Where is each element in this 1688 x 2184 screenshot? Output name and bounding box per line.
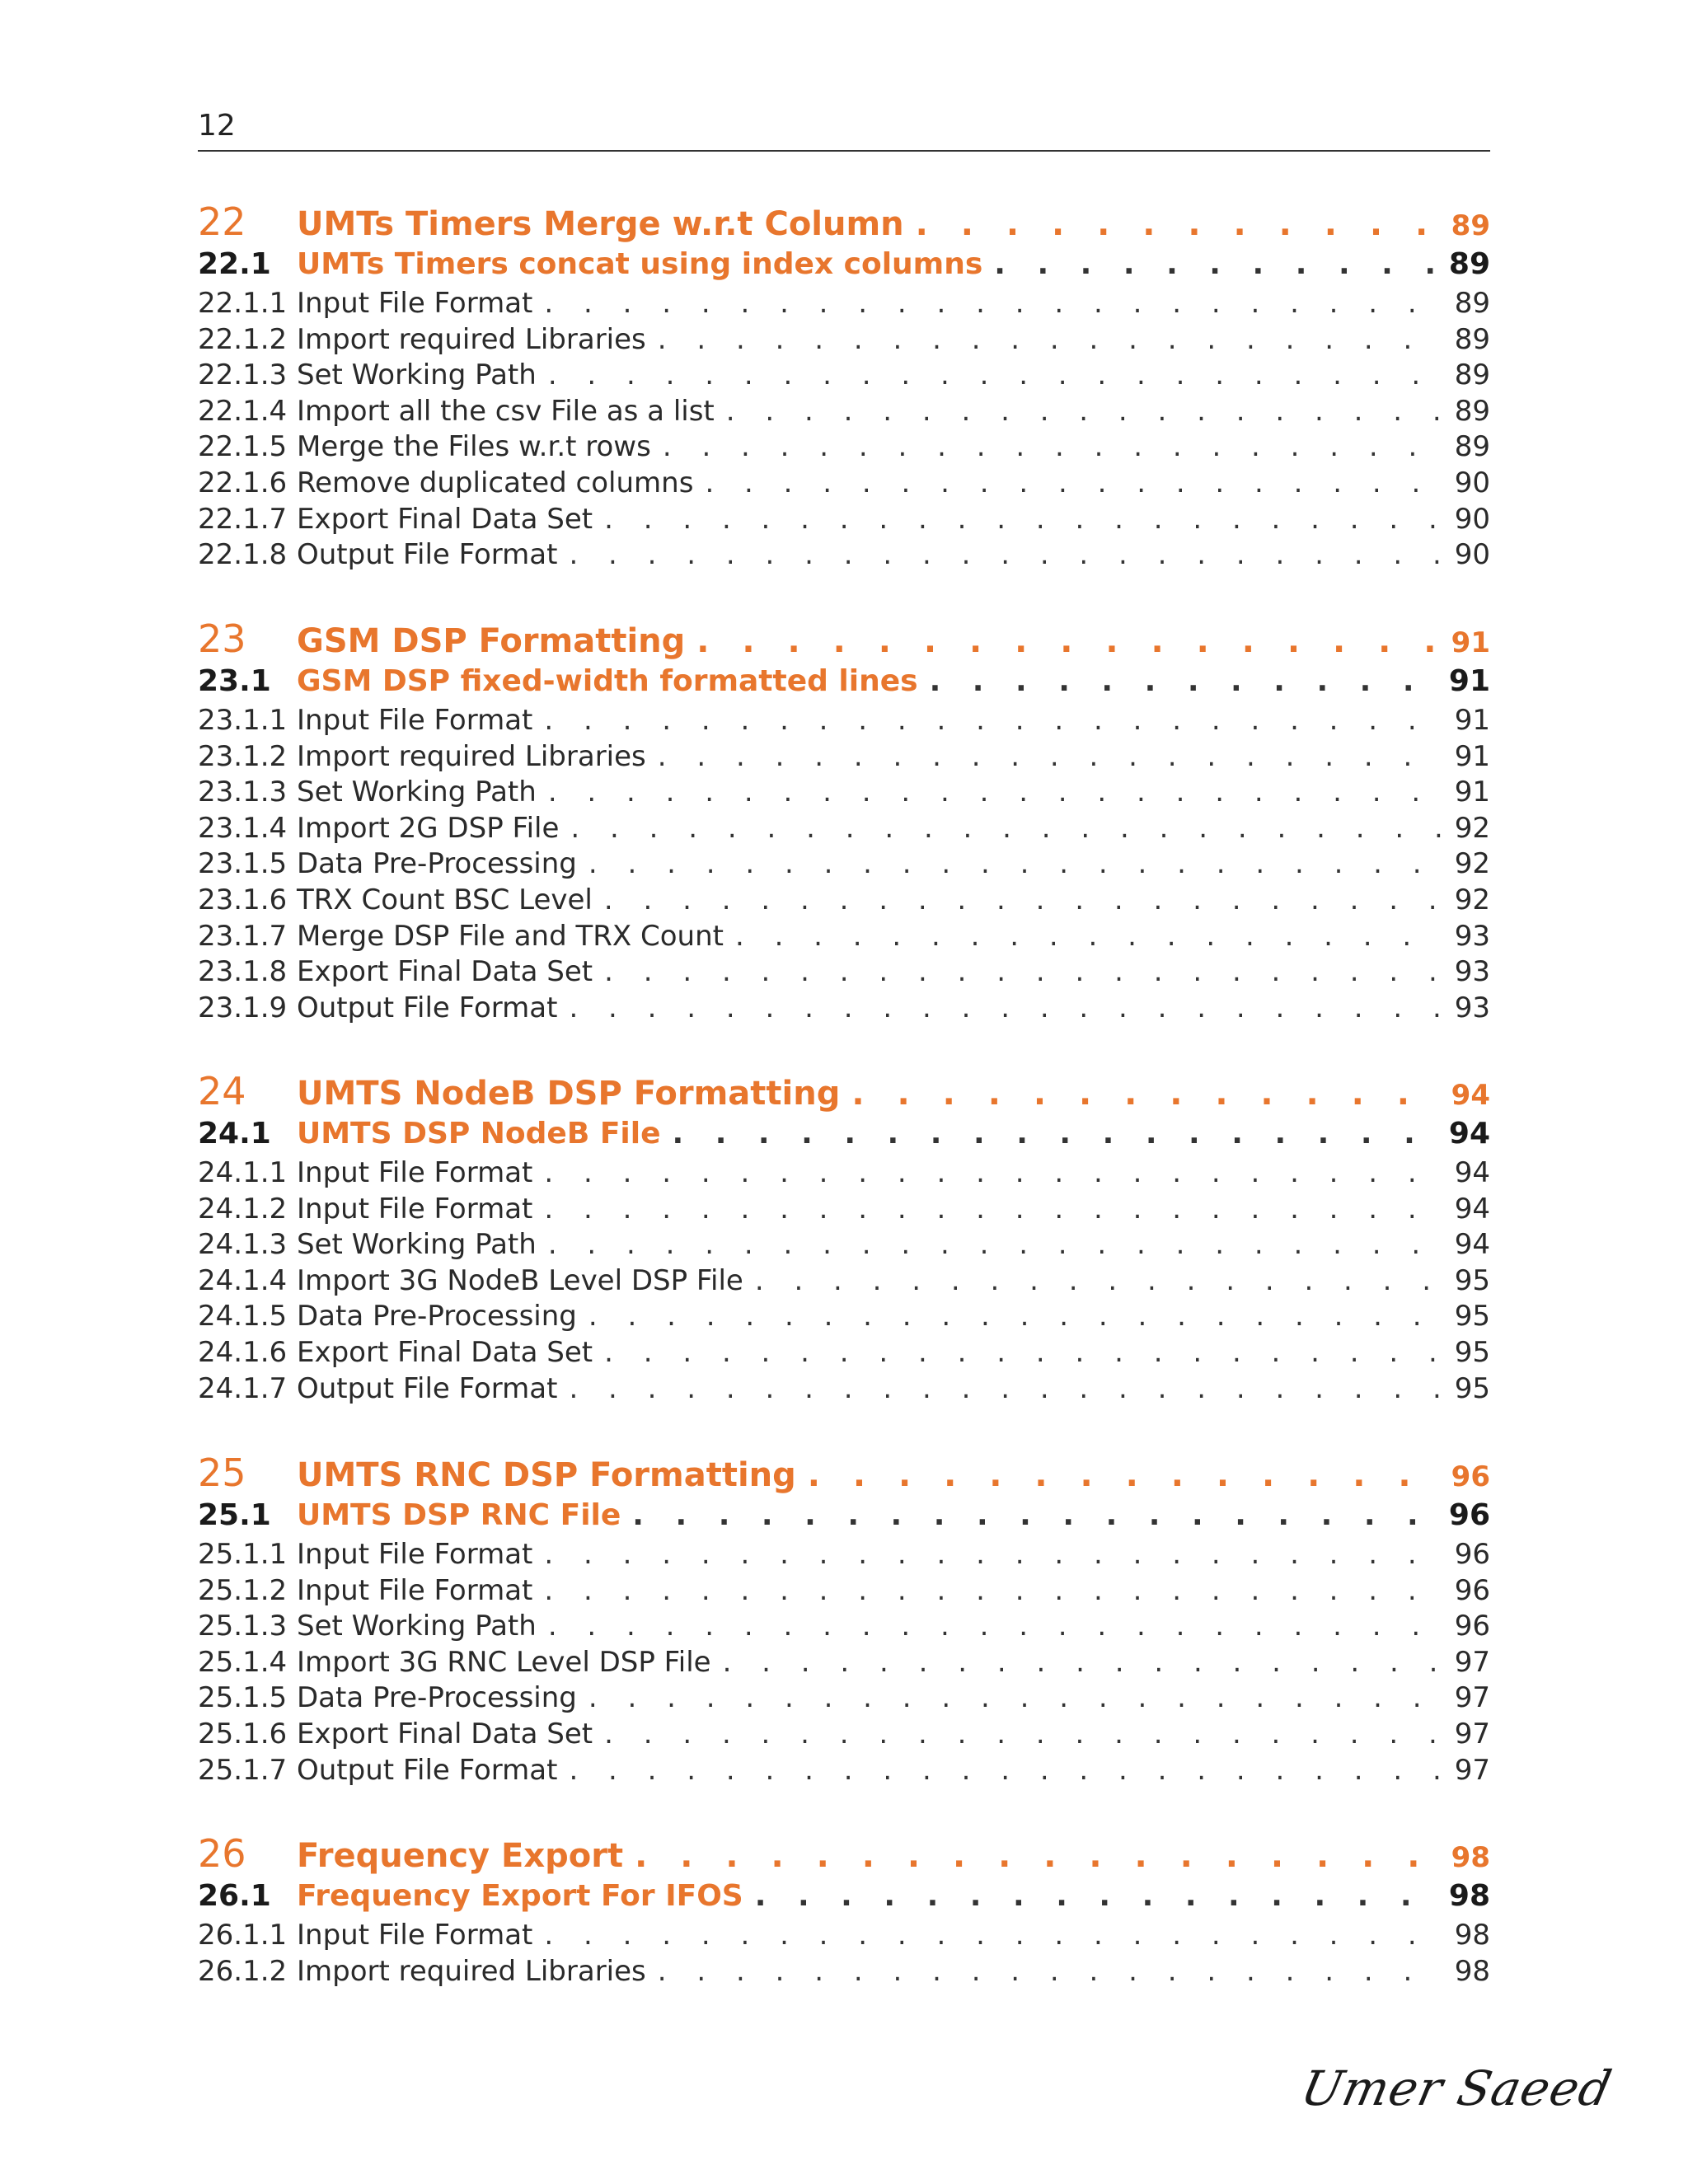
dot-leader xyxy=(658,323,1442,356)
toc-section-page: 91 xyxy=(1448,664,1490,698)
toc-subsection-number: 26.1.1 xyxy=(198,1919,288,1952)
toc-chapter[interactable] xyxy=(198,1831,1490,1876)
toc-subsection-number: 23.1.3 xyxy=(198,776,288,809)
dot-leader xyxy=(726,395,1442,428)
toc-chapter-number: 23 xyxy=(198,616,246,661)
author-signature: Umer Saeed xyxy=(1296,2060,1617,2116)
toc-subsection-title: TRX Count BSC Level xyxy=(297,883,593,916)
toc-subsection-page: 97 xyxy=(1454,1645,1490,1679)
toc-subsection-number: 22.1.5 xyxy=(198,430,288,464)
toc-subsection[interactable] xyxy=(198,955,1490,988)
toc-subsection-page: 93 xyxy=(1454,991,1490,1024)
toc-subsection-page: 97 xyxy=(1454,1753,1490,1787)
dot-leader xyxy=(735,920,1442,953)
toc-subsection[interactable] xyxy=(198,1300,1490,1333)
toc-chapter-number: 24 xyxy=(198,1069,246,1113)
dot-leader xyxy=(604,1718,1442,1750)
toc-subsection-title: Output File Format xyxy=(297,991,558,1024)
toc-subsection-number: 24.1.2 xyxy=(198,1192,288,1226)
toc-subsection-number: 24.1.7 xyxy=(198,1371,288,1405)
toc-section[interactable] xyxy=(198,1879,1490,1913)
toc-subsection-page: 92 xyxy=(1454,811,1490,845)
toc-chapter-title: Frequency Export xyxy=(297,1837,624,1875)
dot-leader xyxy=(548,776,1442,808)
toc-subsection-page: 91 xyxy=(1454,776,1490,809)
toc-section[interactable] xyxy=(198,1117,1490,1151)
toc-subsection-title: Import 3G RNC Level DSP File xyxy=(297,1645,711,1679)
toc-subsection[interactable] xyxy=(198,776,1490,808)
toc-subsection-number: 22.1.6 xyxy=(198,466,288,499)
toc-subsection-page: 95 xyxy=(1454,1300,1490,1333)
toc-section-number: 26.1 xyxy=(198,1879,271,1913)
toc-subsection-number: 23.1.2 xyxy=(198,739,288,773)
toc-subsection-number: 23.1.4 xyxy=(198,811,288,845)
toc-subsection[interactable] xyxy=(198,1156,1490,1189)
toc-chapter[interactable] xyxy=(198,1451,1490,1495)
toc-subsection-number: 24.1.1 xyxy=(198,1156,288,1189)
toc-subsection[interactable] xyxy=(198,847,1490,880)
toc-subsection-number: 22.1.7 xyxy=(198,502,288,536)
toc-section-title: Frequency Export For IFOS xyxy=(297,1879,743,1913)
dot-leader xyxy=(544,1538,1441,1571)
toc-subsection-title: Export Final Data Set xyxy=(297,1336,593,1369)
dot-leader xyxy=(696,622,1437,660)
toc-subsection-page: 94 xyxy=(1454,1228,1490,1262)
toc-subsection-title: Import all the csv File as a list xyxy=(297,394,715,428)
dot-leader xyxy=(916,205,1438,243)
dot-leader xyxy=(569,1372,1441,1405)
toc-chapter[interactable] xyxy=(198,616,1490,661)
toc-chapter-number: 22 xyxy=(198,199,246,244)
dot-leader xyxy=(569,991,1441,1024)
dot-leader xyxy=(604,1336,1442,1369)
toc-subsection-number: 25.1.4 xyxy=(198,1645,288,1679)
toc-subsection-page: 96 xyxy=(1454,1610,1490,1643)
toc-subsection[interactable] xyxy=(198,1919,1490,1952)
toc-section-title: UMTS DSP RNC File xyxy=(297,1498,621,1532)
toc-subsection[interactable] xyxy=(198,538,1490,571)
toc-subsection-number: 24.1.4 xyxy=(198,1263,288,1297)
toc-subsection-page: 98 xyxy=(1454,1954,1490,1988)
dot-leader xyxy=(808,1456,1438,1494)
toc-subsection-number: 23.1.5 xyxy=(198,847,288,881)
toc-subsection-title: Input File Format xyxy=(297,704,533,737)
toc-subsection-title: Data Pre-Processing xyxy=(297,1681,577,1715)
dot-leader xyxy=(723,1646,1442,1679)
toc-subsection-title: Import required Libraries xyxy=(297,322,646,356)
toc-subsection[interactable] xyxy=(198,1574,1490,1607)
toc-subsection[interactable] xyxy=(198,359,1490,391)
toc-subsection-page: 91 xyxy=(1454,739,1490,773)
toc-subsection-number: 24.1.5 xyxy=(198,1300,288,1333)
dot-leader xyxy=(632,1498,1436,1532)
toc-subsection[interactable] xyxy=(198,812,1490,845)
toc-subsection-title: Remove duplicated columns xyxy=(297,466,694,499)
toc-subsection-title: Data Pre-Processing xyxy=(297,847,577,881)
toc-subsection-title: Set Working Path xyxy=(297,1610,537,1643)
dot-leader xyxy=(604,503,1442,536)
toc-subsection-number: 22.1.3 xyxy=(198,359,288,392)
dot-leader xyxy=(544,704,1441,737)
dot-leader xyxy=(548,359,1442,391)
toc-subsection-page: 94 xyxy=(1454,1156,1490,1189)
toc-subsection-number: 25.1.7 xyxy=(198,1753,288,1787)
toc-subsection-number: 25.1.1 xyxy=(198,1538,288,1571)
toc-subsection-title: Data Pre-Processing xyxy=(297,1300,577,1333)
toc-subsection[interactable] xyxy=(198,991,1490,1024)
toc-chapter-page: 89 xyxy=(1451,209,1490,242)
toc-subsection-page: 91 xyxy=(1454,704,1490,737)
toc-section-title: GSM DSP fixed-width formatted lines xyxy=(297,664,918,698)
dot-leader xyxy=(851,1075,1437,1113)
toc-subsection-title: Export Final Data Set xyxy=(297,1718,593,1750)
toc-subsection-number: 25.1.6 xyxy=(198,1718,288,1750)
toc-chapter-page: 98 xyxy=(1451,1841,1490,1874)
toc-chapter-page: 91 xyxy=(1451,626,1490,659)
toc-section-title: UMTS DSP NodeB File xyxy=(297,1117,661,1151)
toc-subsection-page: 96 xyxy=(1454,1538,1490,1571)
toc-subsection[interactable] xyxy=(198,1646,1490,1679)
dot-leader xyxy=(755,1879,1436,1913)
toc-subsection-number: 24.1.3 xyxy=(198,1228,288,1262)
toc-subsection-title: Input File Format xyxy=(297,1573,533,1607)
toc-subsection-title: Output File Format xyxy=(297,538,558,572)
toc-section-number: 25.1 xyxy=(198,1498,271,1532)
toc-subsection[interactable] xyxy=(198,883,1490,916)
dot-leader xyxy=(755,1264,1442,1297)
toc-subsection[interactable] xyxy=(198,1538,1490,1571)
dot-leader xyxy=(544,1919,1441,1952)
toc-subsection[interactable] xyxy=(198,1955,1490,1988)
dot-leader xyxy=(588,847,1442,880)
toc-section-number: 22.1 xyxy=(198,247,271,281)
toc-subsection-page: 89 xyxy=(1454,287,1490,320)
toc-subsection-title: Set Working Path xyxy=(297,776,537,809)
toc-subsection-title: Import required Libraries xyxy=(297,739,646,773)
dot-leader xyxy=(588,1681,1442,1714)
toc-section-page: 94 xyxy=(1448,1117,1490,1151)
dot-leader xyxy=(569,538,1441,571)
dot-leader xyxy=(930,664,1436,698)
toc-subsection[interactable] xyxy=(198,704,1490,737)
toc-chapter[interactable] xyxy=(198,199,1490,244)
toc-subsection-number: 23.1.7 xyxy=(198,919,288,953)
toc-chapter-number: 25 xyxy=(198,1451,246,1495)
toc-subsection-page: 94 xyxy=(1454,1192,1490,1226)
toc-subsection-number: 22.1.8 xyxy=(198,538,288,572)
dot-leader xyxy=(635,1837,1438,1875)
toc-chapter-page: 96 xyxy=(1451,1460,1490,1493)
toc-subsection-page: 90 xyxy=(1454,538,1490,572)
toc-subsection-title: Import 3G NodeB Level DSP File xyxy=(297,1263,743,1297)
dot-leader xyxy=(544,1193,1441,1226)
toc-subsection-number: 25.1.5 xyxy=(198,1681,288,1715)
toc-subsection-page: 97 xyxy=(1454,1718,1490,1750)
toc-chapter-title: UMTS NodeB DSP Formatting xyxy=(297,1075,841,1113)
dot-leader xyxy=(658,740,1442,773)
toc-subsection-title: Merge DSP File and TRX Count xyxy=(297,919,724,953)
toc-section-page: 98 xyxy=(1448,1879,1490,1913)
toc-subsection-page: 90 xyxy=(1454,502,1490,536)
dot-leader xyxy=(544,1156,1441,1189)
dot-leader xyxy=(604,883,1442,916)
toc-subsection[interactable] xyxy=(198,395,1490,428)
toc-subsection[interactable] xyxy=(198,1336,1490,1369)
toc-subsection-title: Output File Format xyxy=(297,1753,558,1787)
toc-subsection-number: 25.1.2 xyxy=(198,1573,288,1607)
toc-subsection-title: Export Final Data Set xyxy=(297,955,593,989)
dot-leader xyxy=(569,1754,1441,1787)
dot-leader xyxy=(705,466,1441,499)
dot-leader xyxy=(544,1574,1441,1607)
toc-chapter[interactable] xyxy=(198,1069,1490,1113)
toc-chapter-page: 94 xyxy=(1451,1079,1490,1112)
toc-section[interactable] xyxy=(198,247,1490,281)
toc-subsection-title: Merge the Files w.r.t rows xyxy=(297,430,651,464)
toc-subsection-page: 93 xyxy=(1454,955,1490,989)
toc-subsection-title: Input File Format xyxy=(297,1538,533,1571)
toc-subsection-page: 89 xyxy=(1454,394,1490,428)
toc-subsection-title: Input File Format xyxy=(297,287,533,320)
toc-subsection-title: Import 2G DSP File xyxy=(297,811,560,845)
toc-subsection[interactable] xyxy=(198,1718,1490,1750)
toc-subsection[interactable] xyxy=(198,503,1490,536)
toc-subsection[interactable] xyxy=(198,1372,1490,1405)
toc-subsection-page: 89 xyxy=(1454,322,1490,356)
toc-subsection-title: Set Working Path xyxy=(297,359,537,392)
toc-subsection-number: 24.1.6 xyxy=(198,1336,288,1369)
toc-subsection[interactable] xyxy=(198,1610,1490,1643)
toc-subsection-page: 98 xyxy=(1454,1919,1490,1952)
toc-subsection-page: 97 xyxy=(1454,1681,1490,1715)
toc-chapter-title: GSM DSP Formatting xyxy=(297,622,686,660)
toc-section-number: 23.1 xyxy=(198,664,271,698)
toc-chapter-title: UMTS RNC DSP Formatting xyxy=(297,1456,796,1494)
toc-subsection-title: Set Working Path xyxy=(297,1228,537,1262)
dot-leader xyxy=(570,812,1441,845)
toc-subsection-title: Input File Format xyxy=(297,1156,533,1189)
toc-subsection-title: Input File Format xyxy=(297,1919,533,1952)
toc-section[interactable] xyxy=(198,664,1490,698)
toc-subsection-page: 93 xyxy=(1454,919,1490,953)
toc-subsection-number: 23.1.9 xyxy=(198,991,288,1024)
toc-subsection-page: 95 xyxy=(1454,1336,1490,1369)
toc-chapter-number: 26 xyxy=(198,1831,246,1876)
toc-subsection-title: Output File Format xyxy=(297,1371,558,1405)
page-number: 12 xyxy=(198,109,236,143)
toc-subsection-number: 22.1.1 xyxy=(198,287,288,320)
toc-subsection-number: 23.1.1 xyxy=(198,704,288,737)
toc-subsection-number: 23.1.6 xyxy=(198,883,288,916)
toc-subsection-page: 92 xyxy=(1454,847,1490,881)
toc-subsection[interactable] xyxy=(198,1754,1490,1787)
toc-subsection[interactable] xyxy=(198,1193,1490,1226)
toc-subsection-page: 92 xyxy=(1454,883,1490,916)
toc-subsection-number: 25.1.3 xyxy=(198,1610,288,1643)
toc-section[interactable] xyxy=(198,1498,1490,1532)
toc-subsection-page: 89 xyxy=(1454,359,1490,392)
header-rule xyxy=(198,150,1490,152)
toc-subsection-number: 22.1.2 xyxy=(198,322,288,356)
toc-subsection-page: 95 xyxy=(1454,1263,1490,1297)
toc-subsection[interactable] xyxy=(198,1228,1490,1261)
toc-subsection[interactable] xyxy=(198,740,1490,773)
toc-subsection[interactable] xyxy=(198,920,1490,953)
dot-leader xyxy=(994,247,1436,281)
toc-subsection-page: 90 xyxy=(1454,466,1490,499)
toc-subsection-title: Input File Format xyxy=(297,1192,533,1226)
toc-subsection[interactable] xyxy=(198,1264,1490,1297)
toc-subsection-page: 89 xyxy=(1454,430,1490,464)
toc-section-title: UMTs Timers concat using index columns xyxy=(297,247,983,281)
toc-section-page: 96 xyxy=(1448,1498,1490,1532)
toc-subsection[interactable] xyxy=(198,323,1490,356)
dot-leader xyxy=(548,1228,1442,1261)
toc-subsection-page: 96 xyxy=(1454,1573,1490,1607)
toc-subsection[interactable] xyxy=(198,430,1490,463)
toc-subsection[interactable] xyxy=(198,287,1490,320)
toc-subsection-page: 95 xyxy=(1454,1371,1490,1405)
toc-subsection-number: 26.1.2 xyxy=(198,1954,288,1988)
dot-leader xyxy=(548,1610,1442,1643)
dot-leader xyxy=(658,1955,1442,1988)
toc-subsection-number: 22.1.4 xyxy=(198,394,288,428)
toc-chapter-title: UMTs Timers Merge w.r.t Column xyxy=(297,205,904,243)
dot-leader xyxy=(544,287,1441,320)
dot-leader xyxy=(604,955,1442,988)
toc-section-number: 24.1 xyxy=(198,1117,271,1151)
dot-leader xyxy=(663,430,1442,463)
toc-subsection-number: 23.1.8 xyxy=(198,955,288,989)
toc-subsection-title: Import required Libraries xyxy=(297,1954,646,1988)
dot-leader xyxy=(588,1300,1442,1333)
toc-subsection-title: Export Final Data Set xyxy=(297,502,593,536)
dot-leader xyxy=(673,1117,1436,1151)
toc-subsection[interactable] xyxy=(198,466,1490,499)
toc-subsection[interactable] xyxy=(198,1681,1490,1714)
toc-section-page: 89 xyxy=(1448,247,1490,281)
